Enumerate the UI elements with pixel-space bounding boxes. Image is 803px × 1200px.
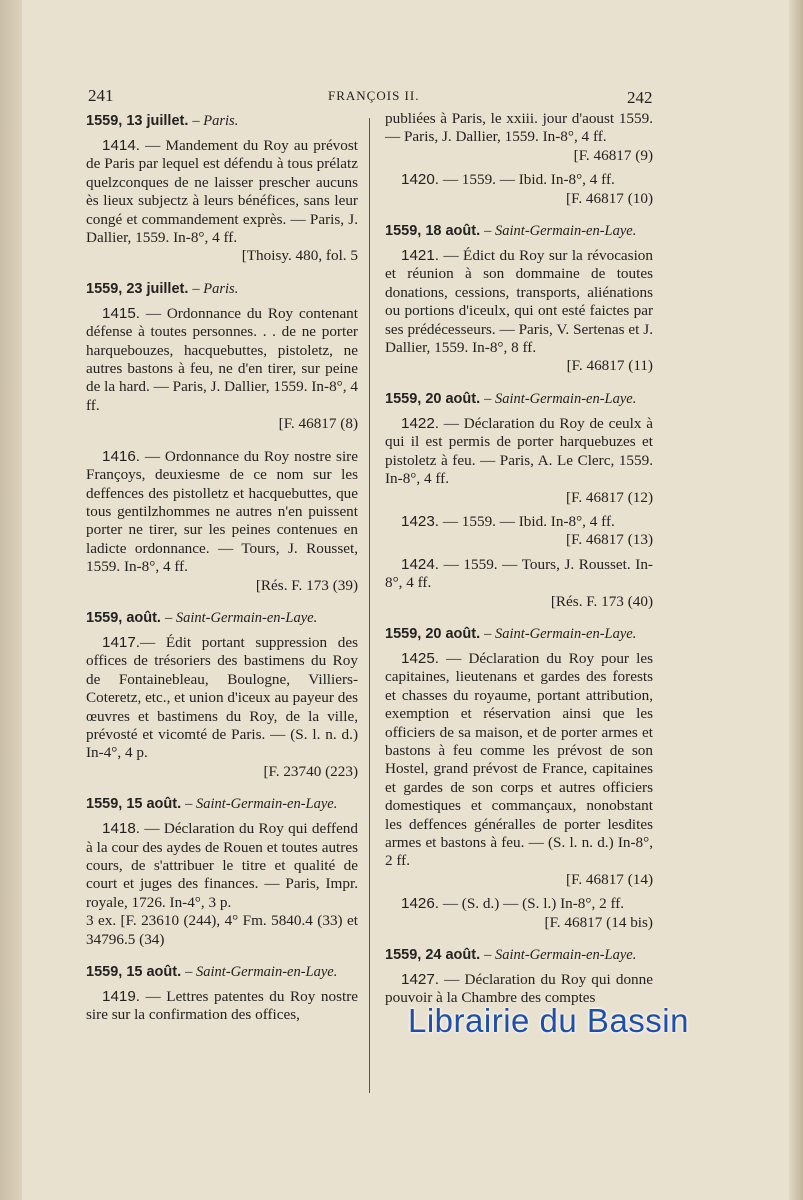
shelfmark: [F. 46817 (12) xyxy=(566,488,653,506)
shelfmark: 3 ex. [F. 23610 (244), 4° Fm. 5840.4 (33) et 34796.5 (34) xyxy=(86,912,358,948)
column-divider xyxy=(369,118,370,1093)
date-heading: 1559, 24 août. – Saint-Germain-en-Laye. xyxy=(385,947,637,964)
catalog-entry: 1421. — Édict du Roy sur la révocasion et réunion à son dommaine de toutes donations, cessions, transports, aliénations ou portions d'iceulx, qui ont esté faictes par ses prédécesseurs. — Paris, V. Sertenas et J. Dallier, 1559. In-8°, 8 ff. [F. 46817 (11) xyxy=(385,247,653,375)
catalog-entry: 1420. — 1559. — Ibid. In-8°, 4 ff. [F. 46817 (10) xyxy=(385,171,653,208)
catalog-entry: 1424. — 1559. — Tours, J. Rousset. In-8°, 4 ff. [Rés. F. 173 (40) xyxy=(385,555,653,610)
page-number-right: 242 xyxy=(627,88,653,107)
page-edge-right xyxy=(789,0,803,1200)
running-title: FRANÇOIS II. xyxy=(328,88,420,103)
date-heading: 1559, 15 août. – Saint-Germain-en-Laye. xyxy=(86,796,338,813)
page-number-left: 241 xyxy=(88,86,114,105)
running-header xyxy=(0,86,803,110)
watermark-text: Librairie du Bassin xyxy=(408,1002,689,1039)
shelfmark: [Rés. F. 173 (40) xyxy=(550,592,653,610)
right-column xyxy=(385,110,653,1008)
catalog-entry: 1423. — 1559. — Ibid. In-8°, 4 ff. [F. 46817 (13) xyxy=(385,513,653,550)
catalog-entry: 1416. — Ordonnance du Roy nostre sire Françoys, deuxiesme de ce nom sur les deffences des pistolletz et hacquebuttes, que tous gentilzhommes ne autres n'en puissent porter ne tirer, sur les peines contenues en ladicte ordonnance. — Tours, J. Rousset, 1559. In-8°, 4 ff. [Rés. F. 173 (39) xyxy=(86,447,358,594)
catalog-entry: 1426. — (S. d.) — (S. l.) In-8°, 2 ff. [F. 46817 (14 bis) xyxy=(385,895,653,932)
shelfmark: [F. 46817 (14 bis) xyxy=(544,913,653,931)
date-heading: 1559, 13 juillet. – Paris. xyxy=(86,113,239,129)
shelfmark: [F. 46817 (14) xyxy=(566,870,653,888)
date-heading: 1559, 23 juillet. – Paris. xyxy=(86,280,239,297)
page-gutter-left xyxy=(0,0,22,1200)
catalog-entry: 1425. — Déclaration du Roy pour les capitaines, lieutenans et gardes des forests et chasses du royaume, portant attribution, exemption et réservation ainsi que les officiers de sa maison, et de porter armes et bastons à feu comme les prévost de son Hostel, grand prévost de France, capitaines et gardes de son corps et autres officiers domestiques et commançaux, nonobstant les deffences généralles de porter lesdites armes et bastons à feu. — (S. l. n. d.) In-8°, 2 ff. [F. 46817 (14) xyxy=(385,649,653,888)
catalog-entry: 1414. — Mandement du Roy au prévost de Paris par lequel est défendu à tous prélatz quelzconques de ne laisser prescher aucuns ès lieux subjectz à leurs bénéfices, sans leur congé et commandement exprès. — Paris, J. Dallier, 1559. In-8°, 4 ff. [Thoisy. 480, fol. 5 xyxy=(86,137,358,265)
catalog-entry: 1427. — Déclaration du Roy qui donne pouvoir à la Chambre des comptes xyxy=(385,971,653,1007)
catalog-entry: 1422. — Déclaration du Roy de ceulx à qui il est permis de porter harquebuzes et pistoletz à feu. — Paris, A. Le Clerc, 1559. In-8°, 4 ff. [F. 46817 (12) xyxy=(385,414,653,506)
catalog-entry: 1418. — Déclaration du Roy qui deffend à la cour des aydes de Rouen et toutes autres cours, de s'attribuer le titre et qualité de court et juges des finances. — Paris, Impr. royale, 1726. In-4°, 3 p. 3 ex. [F. 23610 (244), 4° Fm. 5840.4 (33) et 34796.5 (34) xyxy=(86,820,358,948)
catalog-entry-continued: publiées à Paris, le xxiii. jour d'aoust 1559. — Paris, J. Dallier, 1559. In-8°, 4 ff. [F. 46817 (9) xyxy=(385,110,653,164)
shelfmark: [F. 46817 (13) xyxy=(566,531,653,549)
catalog-entry: 1417.— Édit portant suppression des offices de trésoriers des bastimens du Roy de Fontainebleau, Boulogne, Villiers-Coteretz, etc., et union d'iceux au payeur des œuvres et bastimens du Roy, de la ville, prévosté et vicomté de Paris. — (S. l. n. d.) In-4°, 4 p. [F. 23740 (223) xyxy=(86,633,358,780)
shelfmark: [Thoisy. 480, fol. 5 xyxy=(241,247,358,265)
date-heading: 1559, 20 août. – Saint-Germain-en-Laye. xyxy=(385,625,637,642)
catalog-entry: 1419. — Lettres patentes du Roy nostre sire sur la confirmation des offices, xyxy=(86,988,358,1024)
shelfmark: [Rés. F. 173 (39) xyxy=(255,576,358,594)
date-heading: 1559, 18 août. – Saint-Germain-en-Laye. xyxy=(385,223,637,240)
date-heading: 1559, 20 août. – Saint-Germain-en-Laye. xyxy=(385,390,637,407)
date-heading: 1559, 15 août. – Saint-Germain-en-Laye. xyxy=(86,964,338,981)
left-column xyxy=(86,110,358,1025)
shelfmark: [F. 46817 (9) xyxy=(573,146,653,164)
shelfmark: [F. 46817 (11) xyxy=(566,357,653,375)
date-heading: 1559, août. – Saint-Germain-en-Laye. xyxy=(86,609,318,626)
shelfmark: [F. 46817 (10) xyxy=(566,189,653,207)
catalog-entry: 1415. — Ordonnance du Roy contenant défense à toutes personnes. . . de ne porter harquebouzes, hacquebuttes, pistoletz, ne autres bastons à feu, ne d'en tirer, sur peine de la hard. — Paris, J. Dallier, 1559. In-8°, 4 ff. [F. 46817 (8) xyxy=(86,304,358,433)
shelfmark: [F. 23740 (223) xyxy=(263,762,358,780)
shelfmark: [F. 46817 (8) xyxy=(278,415,358,433)
